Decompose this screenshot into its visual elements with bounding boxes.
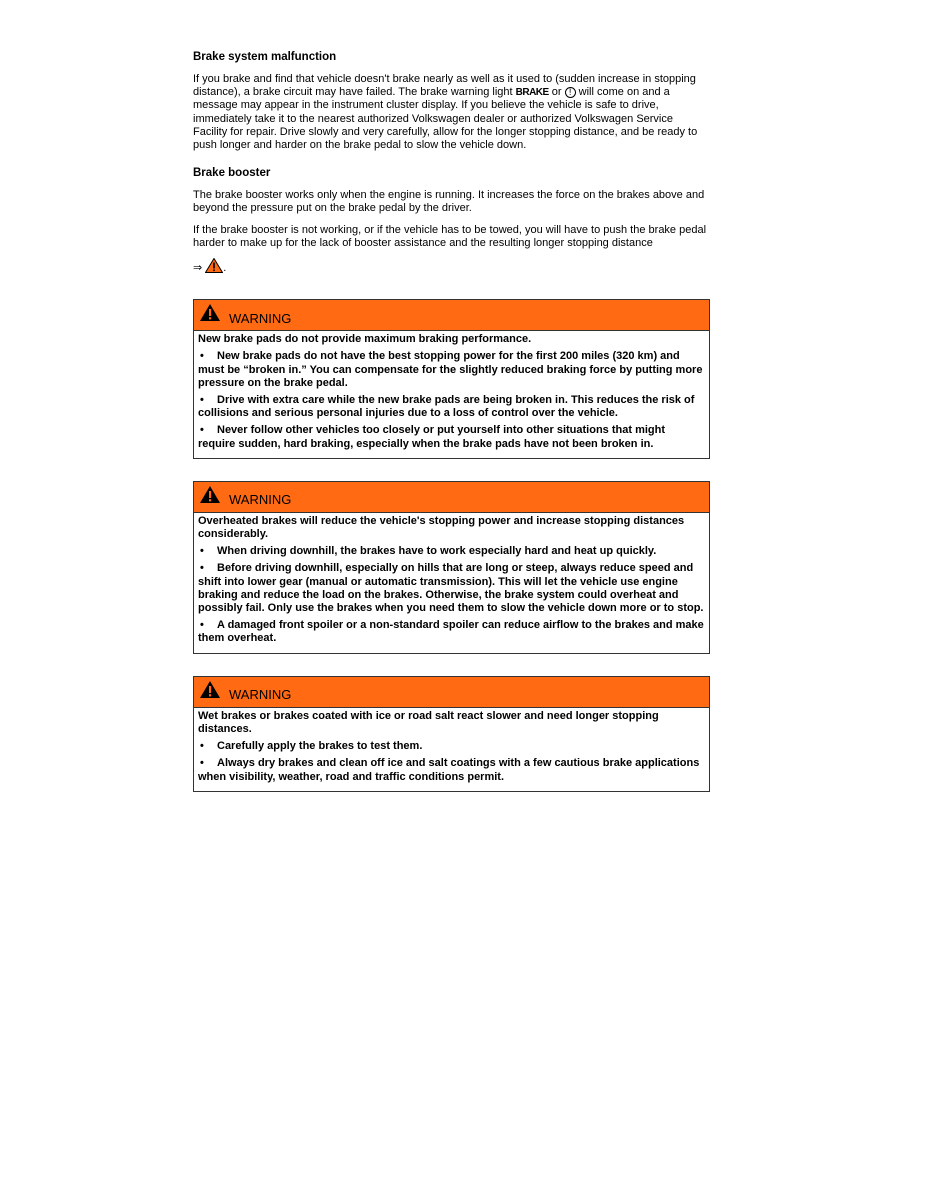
- warning-bullet-text: New brake pads do not have the best stopping power for the first 200 miles (320 km) and must be “broken in.” You can compensate for the slightly reduced braking force by putting more pressure on the brake pedal.: [198, 350, 703, 389]
- warning-box: [193, 676, 710, 792]
- warning-header: [194, 677, 709, 708]
- warning-body: [194, 331, 709, 458]
- bullet-icon: •: [200, 545, 204, 558]
- warning-bullet: [198, 394, 705, 420]
- warning-header: [194, 482, 709, 513]
- warning-bullet: [198, 619, 705, 645]
- arrow-icon: ⇒: [193, 262, 203, 275]
- warning-label: WARNING: [229, 492, 292, 508]
- warning-body: [194, 513, 709, 653]
- warning-intro: New brake pads do not provide maximum braking performance.: [198, 333, 532, 346]
- brake-circle-icon: !: [565, 87, 576, 98]
- brake-booster-paragraph-1: The brake booster works only when the engine is running. It increases the force on the brakes above and beyond the pressure put on the brake pedal by the driver.: [193, 189, 705, 215]
- warning-bullet-text: When driving downhill, the brakes have to work especially hard and heat up quickly.: [217, 545, 657, 558]
- bullet-icon: •: [200, 424, 204, 437]
- warning-reference: [193, 258, 710, 277]
- bullet-icon: •: [200, 562, 204, 575]
- warning-bullet-text: A damaged front spoiler or a non-standard spoiler can reduce airflow to the brakes and make them overheat.: [198, 619, 704, 645]
- brake-booster-paragraph-2: [193, 224, 710, 250]
- warning-box: [193, 299, 710, 459]
- warning-intro: Overheated brakes will reduce the vehicle's stopping power and increase stopping distances considerably.: [198, 514, 685, 541]
- text-segment: or: [548, 86, 565, 99]
- warning-triangle-icon: [199, 680, 221, 704]
- bullet-icon: •: [200, 350, 204, 363]
- warning-bullet: [198, 562, 705, 615]
- brake-warning-light-symbol: BRAKE: [515, 87, 549, 99]
- warning-bullet-text: Never follow other vehicles too closely or put yourself into other situations that might require sudden, hard braking, especially when the brake pads have not been broken in.: [198, 424, 666, 450]
- text-segment: If the brake booster is not working, or if the vehicle has to be towed, you will have to push the brake pedal harder to make up for the lack of booster assistance and the resulting longer stopping distance: [193, 223, 707, 249]
- warning-triangle-icon: [199, 303, 221, 327]
- warning-box: [193, 481, 710, 654]
- warning-bullet-text: Before driving downhill, especially on hills that are long or steep, always reduce speed and shift into lower gear (manual or automatic transmission). This will let the vehicle use engine braking and reduce the load on the brakes. Otherwise, the brake system could overheat and possibly fail. Only use the brakes when you need them to slow the vehicle down more or to stop.: [198, 562, 704, 615]
- warning-bullet: [198, 424, 705, 450]
- warnings-container: [193, 299, 710, 791]
- section-heading-brake-booster: Brake booster: [193, 167, 271, 180]
- warning-bullet-text: Always dry brakes and clean off ice and salt coatings with a few cautious brake applications when visibility, weather, road and traffic conditions permit.: [198, 757, 700, 783]
- warning-triangle-icon[interactable]: [205, 258, 223, 277]
- bullet-icon: •: [200, 740, 204, 753]
- warning-bullet-text: Drive with extra care while the new brake pads are being broken in. This reduces the risk of collisions and serious personal injuries due to a loss of control over the vehicle.: [198, 394, 695, 420]
- warning-triangle-icon: [199, 485, 221, 509]
- text-segment: If you brake and find that vehicle doesn't brake nearly as well as it used to (sudden increase in stopping distance), a brake circuit may have failed. The brake warning light: [193, 73, 696, 99]
- bullet-icon: •: [200, 394, 204, 407]
- section-heading-brake-malfunction: Brake system malfunction: [193, 51, 337, 63]
- text-segment: will come on and a message may appear in the instrument cluster display. If you believe the vehicle is safe to drive, immediately take it to the nearest authorized Volkswagen dealer or authorized Volkswagen Service Facility for repair. Drive slowly and very carefully, allow for the longer stopping distance, and be ready to push longer and harder on the brake pedal to slow the vehicle down.: [193, 86, 698, 152]
- warning-bullet: [198, 740, 705, 753]
- page-content: [193, 50, 710, 814]
- warning-body: [194, 708, 709, 791]
- warning-bullet: [198, 757, 705, 783]
- period: .: [223, 262, 227, 275]
- brake-malfunction-paragraph: [193, 73, 710, 152]
- bullet-icon: •: [200, 619, 204, 632]
- warning-bullet: [198, 545, 705, 558]
- warning-header: [194, 300, 709, 331]
- warning-label: WARNING: [229, 310, 292, 326]
- warning-intro: Wet brakes or brakes coated with ice or road salt react slower and need longer stopping distances.: [198, 709, 659, 735]
- warning-bullet: [198, 350, 705, 390]
- bullet-icon: •: [200, 757, 204, 770]
- warning-label: WARNING: [229, 687, 292, 703]
- warning-bullet-text: Carefully apply the brakes to test them.: [217, 740, 423, 753]
